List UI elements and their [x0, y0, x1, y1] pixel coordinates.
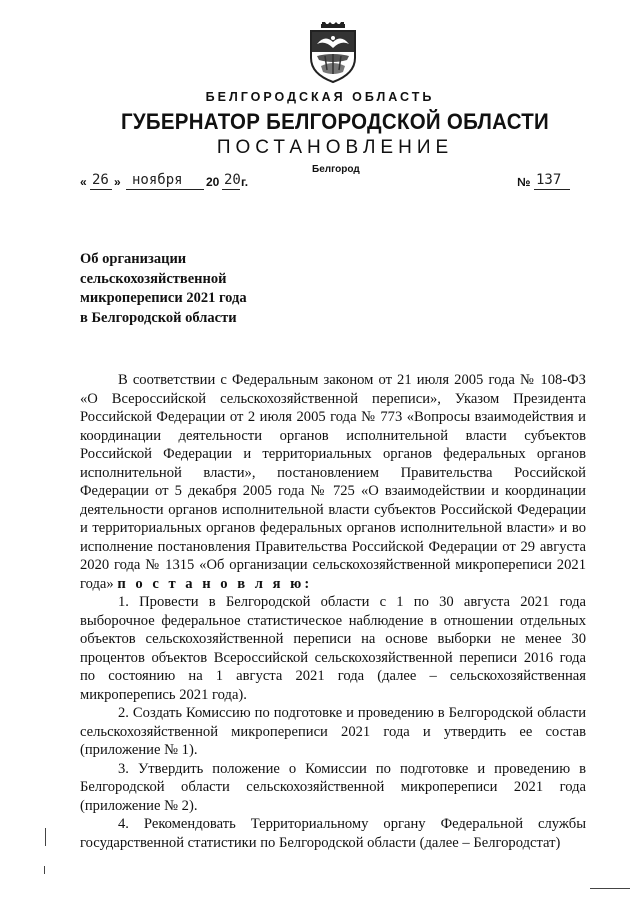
preamble-text: В соответствии с Федеральным законом от 21 июля 2005 года № 108-ФЗ «О Всероссийской сельскохозяйственной переписи», Указом Президента Российской Федерации от 2 июля 2005 года № 773 «Вопросы взаимодействия и координации деятельности органов исполнительной власти субъектов Российской Федерации и территориальных органов федеральных органов исполнительной власти», постановлением Правительства Российской Федерации от 5 декабря 2005 года № 725 «О взаимодействии и координации деятельности органов исполнительной власти субъектов Российской Федерации и территориальных органов федеральных органов исполнительной власти» и во исполнение постановления Правительства Российской Федерации от 29 августа 2020 года № 1315 «Об организации сельскохозяйственной микропереписи 2021 года» — [80, 372, 586, 592]
item-4: 4. Рекомендовать Территориальному органу Федеральной службы государственной статистики по Белгородской области (далее – Белгородстат) — [80, 816, 586, 851]
preamble-paragraph — [80, 371, 586, 593]
year-end: г. — [241, 175, 249, 189]
subject-line: микропереписи 2021 года — [80, 290, 247, 306]
date-day: 26 — [92, 172, 109, 188]
document-body — [80, 371, 586, 852]
year-suffix: 20 — [224, 172, 241, 188]
item-3: 3. Утвердить положение о Комиссии по подготовке и проведению в Белгородской области сельскохозяйственной микропереписи 2021 года (приложение № 2). — [80, 760, 586, 814]
year-prefix: 20 — [206, 175, 220, 189]
city-name: Белгород — [312, 164, 360, 175]
scan-mark — [590, 888, 630, 889]
item-1: 1. Провести в Белгородской области с 1 по 30 августа 2021 года выборочное федеральное статистическое наблюдение в отношении отдельных объектов сельскохозяйственной переписи на основе выборки не менее 30 процентов объектов Всероссийской сельскохозяйственной переписи 2016 года по состоянию на 1 августа 2021 года (далее – сельскохозяйственная микроперепись 2021 года). — [80, 594, 586, 703]
document-subject — [80, 250, 320, 328]
document-number: 137 — [536, 172, 562, 188]
date-number-line — [80, 172, 580, 195]
scan-mark — [45, 828, 46, 846]
quote-open: « — [80, 175, 87, 189]
belgorod-coat-of-arms-icon — [303, 22, 363, 84]
number-label: № — [517, 175, 531, 189]
scan-mark — [44, 866, 45, 874]
document-type: ПОСТАНОВЛЕНИЕ — [216, 137, 454, 158]
subject-line: сельскохозяйственной — [80, 270, 227, 287]
governor-title: ГУБЕРНАТОР БЕЛГОРОДСКОЙ ОБЛАСТИ — [120, 109, 550, 134]
subject-line: в Белгородской области — [80, 309, 237, 326]
region-name: БЕЛГОРОДСКАЯ ОБЛАСТЬ — [205, 90, 435, 104]
item-2: 2. Создать Комиссию по подготовке и проведению в Белгородской области сельскохозяйственной микропереписи 2021 года и утвердить ее состав (приложение № 1). — [80, 705, 586, 758]
quote-close: » — [114, 175, 121, 189]
date-month: ноября — [132, 172, 183, 188]
decree-word: п о с т а н о в л я ю: — [117, 575, 313, 592]
subject-line: Об организации — [80, 251, 187, 267]
